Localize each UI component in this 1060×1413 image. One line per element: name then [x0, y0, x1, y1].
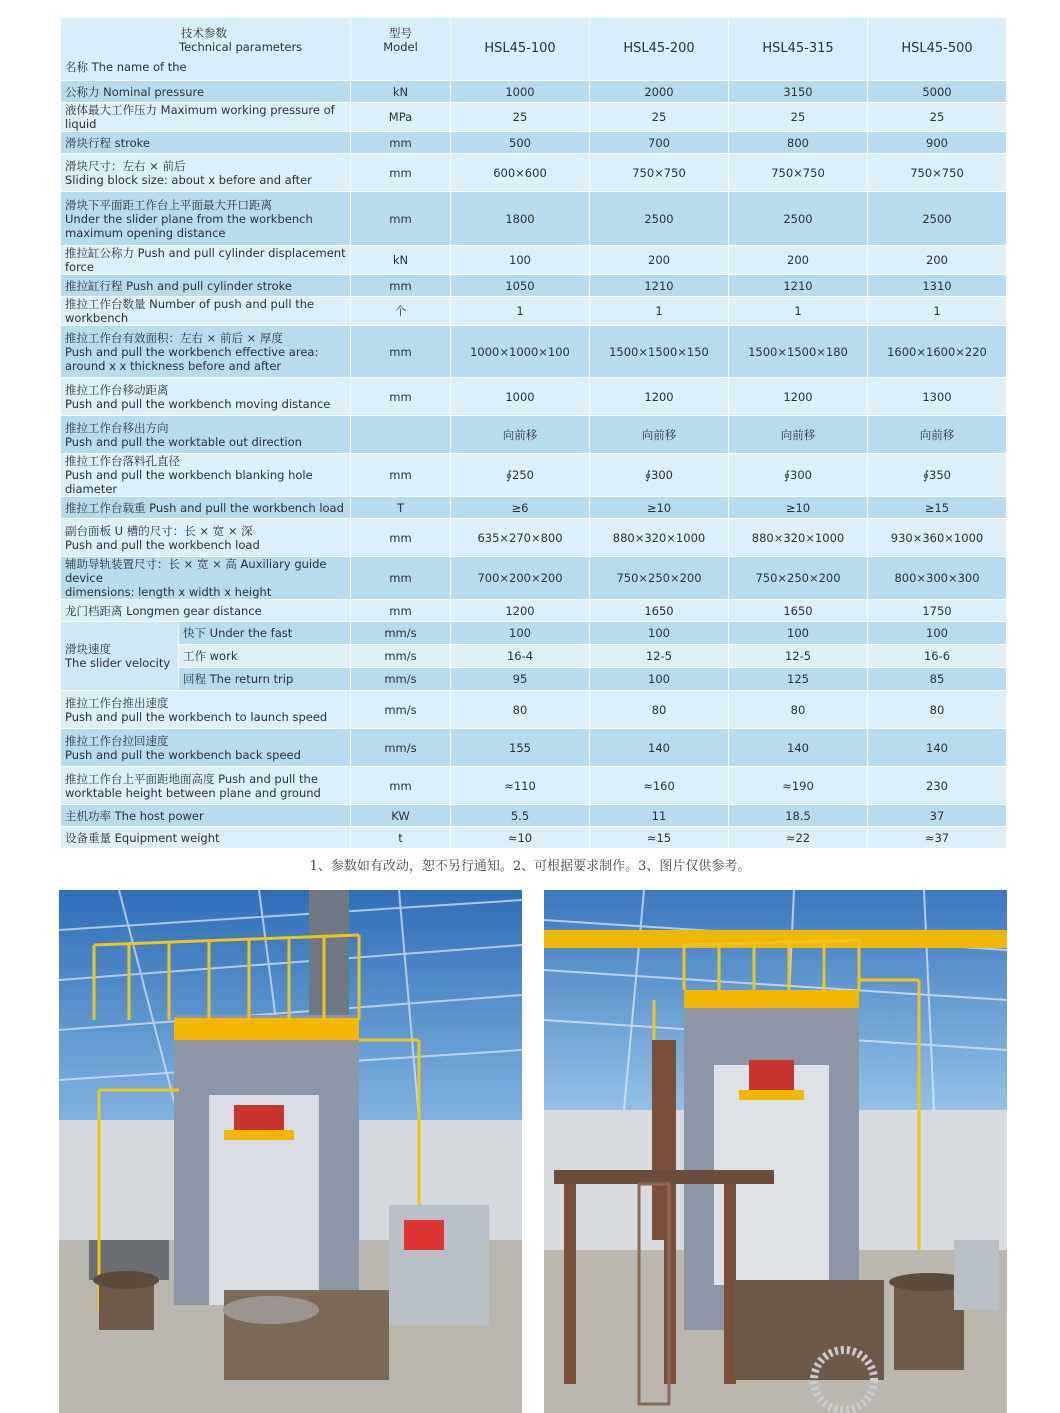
header-model-cell: [351, 18, 451, 81]
model-header: HSL45-100: [451, 18, 590, 81]
value-cell: 750×750: [729, 154, 868, 192]
value-cell: 1: [868, 297, 1007, 326]
param-label: 推拉工作台移出方向 Push and pull the worktable out direction: [61, 416, 351, 454]
value-cell: 1650: [729, 600, 868, 622]
value-cell: 25: [729, 103, 868, 132]
value-cell: 向前移: [451, 416, 590, 454]
value-cell: 750×250×200: [729, 557, 868, 600]
value-cell: 1210: [729, 275, 868, 297]
unit-cell: mm: [351, 326, 451, 378]
footnote: 1、参数如有改动，恕不另行通知。2、可根据要求制作。3、图片仅供参考。: [309, 859, 751, 874]
value-cell: 1650: [590, 600, 729, 622]
spec-row: [61, 519, 1007, 557]
velocity-row: [61, 645, 1007, 668]
spec-row: [61, 729, 1007, 767]
value-cell: 80: [590, 691, 729, 729]
spec-row: [61, 246, 1007, 275]
value-cell: 600×600: [451, 154, 590, 192]
value-cell: ≥10: [590, 497, 729, 519]
param-label: 推拉工作台数量 Number of push and pull the workbench: [61, 297, 351, 326]
value-cell: 1: [451, 297, 590, 326]
value-cell: 230: [868, 767, 1007, 805]
param-label: 设备重量 Equipment weight: [61, 827, 351, 849]
value-cell: 1800: [451, 192, 590, 246]
param-label: 推拉工作台拉回速度 Push and pull the workbench back speed: [61, 729, 351, 767]
spec-row: [61, 767, 1007, 805]
unit-cell: mm: [351, 275, 451, 297]
value-cell: 85: [868, 668, 1007, 691]
param-label: 主机功率 The host power: [61, 805, 351, 827]
value-cell: 16-4: [451, 645, 590, 668]
value-cell: 700×200×200: [451, 557, 590, 600]
press-illustration-left: [59, 890, 522, 1413]
value-cell: 5000: [868, 81, 1007, 103]
unit-cell: [351, 416, 451, 454]
value-cell: 1300: [868, 378, 1007, 416]
unit-cell: kN: [351, 81, 451, 103]
unit-cell: mm/s: [351, 668, 451, 691]
param-label: 推拉工作台落料孔直径 Push and pull the workbench blanking hole diameter: [61, 454, 351, 497]
param-label: 滑块行程 stroke: [61, 132, 351, 154]
value-cell: 500: [451, 132, 590, 154]
value-cell: 750×750: [868, 154, 1007, 192]
value-cell: 100: [590, 668, 729, 691]
spec-row: [61, 691, 1007, 729]
velocity-group-label: 滑块速度 The slider velocity: [61, 622, 179, 691]
value-cell: 3150: [729, 81, 868, 103]
value-cell: ≈15: [590, 827, 729, 849]
value-cell: 100: [451, 622, 590, 645]
value-cell: 1000×1000×100: [451, 326, 590, 378]
value-cell: 800×300×300: [868, 557, 1007, 600]
value-cell: ∮300: [590, 454, 729, 497]
value-cell: 1000: [451, 378, 590, 416]
tech-params-en: Technical parameters: [179, 40, 303, 54]
unit-cell: kN: [351, 246, 451, 275]
spec-row: [61, 600, 1007, 622]
value-cell: ≈22: [729, 827, 868, 849]
param-label: 公称力 Nominal pressure: [61, 81, 351, 103]
value-cell: 80: [451, 691, 590, 729]
value-cell: 100: [868, 622, 1007, 645]
spec-row: [61, 416, 1007, 454]
value-cell: 向前移: [590, 416, 729, 454]
model-header: HSL45-315: [729, 18, 868, 81]
value-cell: 800: [729, 132, 868, 154]
unit-cell: mm: [351, 378, 451, 416]
param-label: 推拉工作台移动距离 Push and pull the workbench moving distance: [61, 378, 351, 416]
unit-cell: t: [351, 827, 451, 849]
model-header: HSL45-200: [590, 18, 729, 81]
value-cell: 200: [729, 246, 868, 275]
velocity-sub-label: 回程 The return trip: [179, 668, 351, 691]
unit-cell: MPa: [351, 103, 451, 132]
value-cell: 930×360×1000: [868, 519, 1007, 557]
header-row: [61, 18, 1007, 81]
value-cell: 1: [729, 297, 868, 326]
value-cell: ≈10: [451, 827, 590, 849]
spec-row: [61, 805, 1007, 827]
value-cell: 1200: [729, 378, 868, 416]
value-cell: 1000: [451, 81, 590, 103]
param-label: 推拉缸行程 Push and pull cylinder stroke: [61, 275, 351, 297]
spec-row: [61, 378, 1007, 416]
unit-cell: mm/s: [351, 729, 451, 767]
spec-row: [61, 827, 1007, 849]
value-cell: 12-5: [729, 645, 868, 668]
value-cell: 1600×1600×220: [868, 326, 1007, 378]
value-cell: 1: [590, 297, 729, 326]
unit-cell: mm: [351, 454, 451, 497]
value-cell: 125: [729, 668, 868, 691]
value-cell: 200: [868, 246, 1007, 275]
unit-cell: mm: [351, 557, 451, 600]
spec-row: [61, 275, 1007, 297]
value-cell: 1310: [868, 275, 1007, 297]
param-label: 龙门档距离 Longmen gear distance: [61, 600, 351, 622]
value-cell: ∮250: [451, 454, 590, 497]
value-cell: 向前移: [729, 416, 868, 454]
unit-cell: mm: [351, 154, 451, 192]
unit-cell: mm/s: [351, 645, 451, 668]
value-cell: 向前移: [868, 416, 1007, 454]
unit-cell: mm: [351, 767, 451, 805]
value-cell: 5.5: [451, 805, 590, 827]
velocity-row: [61, 668, 1007, 691]
value-cell: 25: [451, 103, 590, 132]
value-cell: 12-5: [590, 645, 729, 668]
value-cell: 140: [868, 729, 1007, 767]
press-illustration-right: [544, 890, 1007, 1413]
spec-row: [61, 326, 1007, 378]
value-cell: 750×250×200: [590, 557, 729, 600]
value-cell: 25: [590, 103, 729, 132]
spec-row: [61, 132, 1007, 154]
param-label: 辅助导轨装置尺寸：长 × 宽 × 高 Auxiliary guide device dimensions: length x width x height: [61, 557, 351, 600]
model-en: Model: [383, 40, 418, 54]
press-photo-left: [59, 890, 522, 1413]
spec-row: [61, 497, 1007, 519]
value-cell: 2000: [590, 81, 729, 103]
value-cell: 140: [729, 729, 868, 767]
header-parameter-cell: [61, 18, 351, 81]
unit-cell: mm: [351, 192, 451, 246]
value-cell: 16-6: [868, 645, 1007, 668]
param-label: 副台面板 U 槽的尺寸：长 × 宽 × 深 Push and pull the workbench load: [61, 519, 351, 557]
velocity-sub-label: 快下 Under the fast: [179, 622, 351, 645]
value-cell: 200: [590, 246, 729, 275]
value-cell: 900: [868, 132, 1007, 154]
spec-row: [61, 103, 1007, 132]
value-cell: 18.5: [729, 805, 868, 827]
unit-cell: 个: [351, 297, 451, 326]
unit-cell: mm: [351, 600, 451, 622]
value-cell: 1750: [868, 600, 1007, 622]
value-cell: 95: [451, 668, 590, 691]
value-cell: 635×270×800: [451, 519, 590, 557]
value-cell: ∮300: [729, 454, 868, 497]
unit-cell: mm/s: [351, 691, 451, 729]
value-cell: 700: [590, 132, 729, 154]
value-cell: ≥15: [868, 497, 1007, 519]
spec-row: [61, 154, 1007, 192]
unit-cell: mm: [351, 519, 451, 557]
model-cn: 型号: [389, 26, 412, 40]
spec-row: [61, 557, 1007, 600]
spec-row: [61, 454, 1007, 497]
value-cell: 80: [868, 691, 1007, 729]
param-label: 推拉缸公称力 Push and pull cylinder displacement force: [61, 246, 351, 275]
value-cell: 2500: [590, 192, 729, 246]
param-label: 滑块下平面距工作台上平面最大开口距离 Under the slider plane from the workbench maximum opening distance: [61, 192, 351, 246]
param-label: 液体最大工作压力 Maximum working pressure of liquid: [61, 103, 351, 132]
value-cell: 11: [590, 805, 729, 827]
value-cell: ≈37: [868, 827, 1007, 849]
value-cell: 1200: [451, 600, 590, 622]
tech-params-cn: 技术参数: [181, 26, 227, 40]
param-label: 推拉工作台载重 Push and pull the workbench load: [61, 497, 351, 519]
value-cell: 1500×1500×150: [590, 326, 729, 378]
value-cell: 37: [868, 805, 1007, 827]
value-cell: ≈110: [451, 767, 590, 805]
value-cell: 1210: [590, 275, 729, 297]
value-cell: 880×320×1000: [590, 519, 729, 557]
value-cell: 155: [451, 729, 590, 767]
spec-table: [60, 17, 1007, 849]
value-cell: ∮350: [868, 454, 1007, 497]
name-label: 名称 The name of the: [65, 60, 187, 74]
value-cell: 1050: [451, 275, 590, 297]
unit-cell: T: [351, 497, 451, 519]
param-label: 推拉工作台上平面距地面高度 Push and pull the worktable height between plane and ground: [61, 767, 351, 805]
value-cell: ≈160: [590, 767, 729, 805]
spec-row: [61, 192, 1007, 246]
value-cell: 80: [729, 691, 868, 729]
value-cell: 880×320×1000: [729, 519, 868, 557]
velocity-row: [61, 622, 1007, 645]
velocity-sub-label: 工作 work: [179, 645, 351, 668]
value-cell: ≥6: [451, 497, 590, 519]
press-photo-right: [544, 890, 1007, 1413]
unit-cell: KW: [351, 805, 451, 827]
value-cell: 1500×1500×180: [729, 326, 868, 378]
param-label: 推拉工作台有效面积：左右 × 前后 × 厚度 Push and pull the workbench effective area: around x x thickness before and after: [61, 326, 351, 378]
value-cell: 100: [451, 246, 590, 275]
value-cell: 100: [590, 622, 729, 645]
value-cell: 1200: [590, 378, 729, 416]
param-label: 推拉工作台推出速度 Push and pull the workbench to launch speed: [61, 691, 351, 729]
model-header: HSL45-500: [868, 18, 1007, 81]
value-cell: ≥10: [729, 497, 868, 519]
value-cell: 140: [590, 729, 729, 767]
spec-row: [61, 297, 1007, 326]
value-cell: 2500: [868, 192, 1007, 246]
unit-cell: mm/s: [351, 622, 451, 645]
value-cell: 750×750: [590, 154, 729, 192]
unit-cell: mm: [351, 132, 451, 154]
value-cell: 2500: [729, 192, 868, 246]
value-cell: ≈190: [729, 767, 868, 805]
value-cell: 25: [868, 103, 1007, 132]
value-cell: 100: [729, 622, 868, 645]
spec-row: [61, 81, 1007, 103]
param-label: 滑块尺寸：左右 × 前后 Sliding block size: about x before and after: [61, 154, 351, 192]
